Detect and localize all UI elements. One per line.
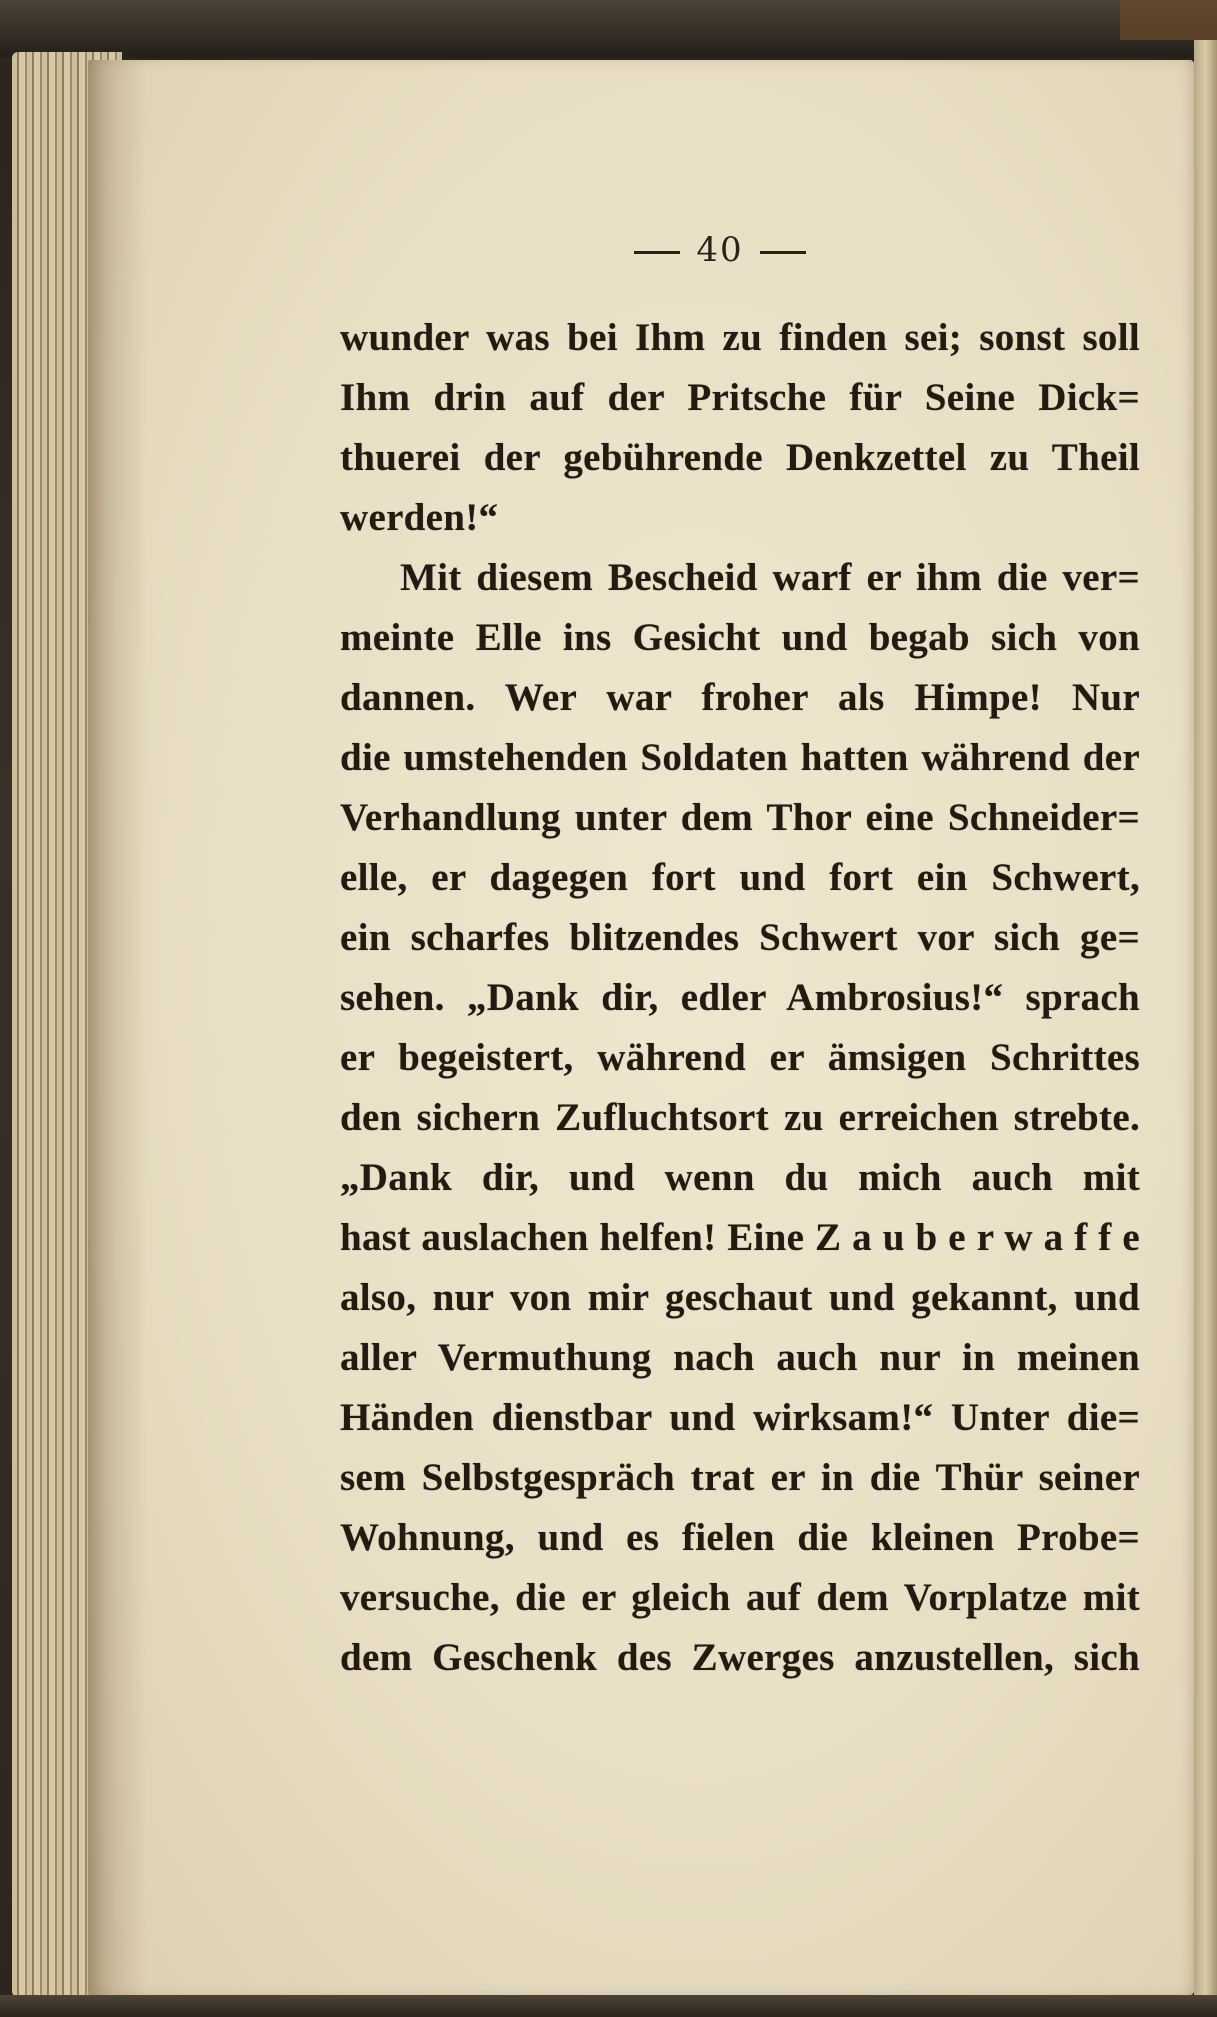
text-line: elle, er dagegen fort und fort ein Schwert,: [340, 856, 1140, 899]
text-line: Mit diesem Bescheid warf er ihm die ver=: [400, 556, 1140, 599]
text-line: die umstehenden Soldaten hatten während der: [340, 736, 1140, 779]
adjacent-page-edge: [1194, 40, 1217, 2017]
text-line: aller Vermuthung nach auch nur in meinen: [340, 1336, 1140, 1379]
text-line: sehen. „Dank dir, edler Ambrosius!“ sprach: [340, 976, 1140, 1019]
text-line: thuerei der gebührende Denkzettel zu Theil: [340, 436, 1140, 479]
text-line: den sichern Zufluchtsort zu erreichen strebte.: [340, 1096, 1140, 1139]
text-line: versuche, die er gleich auf dem Vorplatze mit: [340, 1576, 1140, 1619]
text-line: sem Selbstgespräch trat er in die Thür seiner: [340, 1456, 1140, 1499]
text-line: also, nur von mir geschaut und gekannt, und: [340, 1276, 1140, 1319]
text-line: meinte Elle ins Gesicht und begab sich von: [340, 616, 1140, 659]
page-number-header: [600, 230, 840, 270]
page-number: 40: [696, 230, 744, 270]
gutter-shadow: [88, 60, 148, 1995]
text-line: ein scharfes blitzendes Schwert vor sich ge=: [340, 916, 1140, 959]
text-line: werden!“: [340, 496, 499, 539]
right-dash: [760, 251, 806, 254]
text-line: Wohnung, und es fielen die kleinen Probe=: [340, 1516, 1140, 1559]
text-line: „Dank dir, und wenn du mich auch mit: [340, 1156, 1140, 1199]
text-line: Händen dienstbar und wirksam!“ Unter die=: [340, 1396, 1140, 1439]
left-dash: [634, 251, 680, 254]
text-line: er begeistert, während er ämsigen Schrittes: [340, 1036, 1140, 1079]
book-cover-corner: [1120, 0, 1217, 40]
book-cover-top-edge: [0, 0, 1217, 58]
book-bottom-edge: [0, 1995, 1217, 2017]
text-line: dannen. Wer war froher als Himpe! Nur: [340, 676, 1140, 719]
text-line: hast auslachen helfen! Eine Z a u b e r w a f f e: [340, 1216, 1140, 1259]
text-line: Ihm drin auf der Pritsche für Seine Dick=: [340, 376, 1140, 419]
text-line: wunder was bei Ihm zu finden sei; sonst soll: [340, 316, 1140, 359]
text-line: Verhandlung unter dem Thor eine Schneider=: [340, 796, 1140, 839]
text-line: dem Geschenk des Zwerges anzustellen, sich: [340, 1636, 1140, 1679]
